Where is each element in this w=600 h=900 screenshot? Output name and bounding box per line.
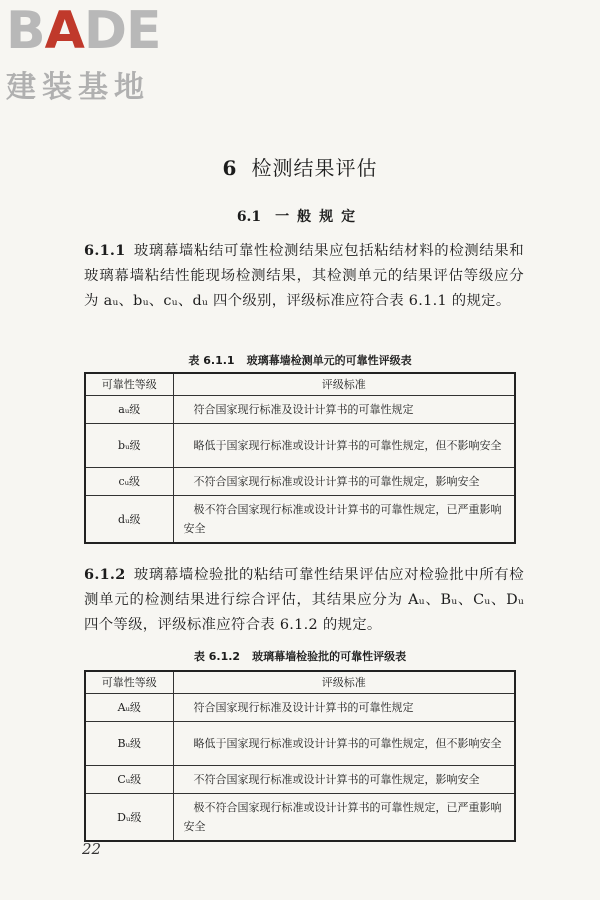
table-cell-level: Cᵤ级 (85, 765, 173, 793)
table-row (85, 793, 515, 841)
table-6-1-1 (84, 372, 516, 544)
table-row (85, 495, 515, 543)
table-caption-6-1-2 (0, 648, 600, 664)
section-heading: 一般规定 (275, 209, 364, 225)
table-cell-level: Bᵤ级 (85, 721, 173, 765)
clause-number: 6.1.2 (84, 566, 126, 583)
logo-letter-b: B (6, 1, 45, 61)
table-caption-title: 玻璃幕墙检验批的可靠性评级表 (252, 650, 407, 663)
clause-text: 玻璃幕墙检验批的粘结可靠性结果评估应对检验批中所有检测单元的检测结果进行综合评估，其结果应分为 Aᵤ、Bᵤ、Cᵤ、Dᵤ 四个等级，评级标准应符合表 6.1.2 的规定。 (84, 567, 524, 633)
table-cell-level: aᵤ级 (85, 395, 173, 423)
table-cell-level: bᵤ级 (85, 423, 173, 467)
section-number: 6.1 (236, 209, 262, 225)
table-cell-criteria: 不符合国家现行标准或设计计算书的可靠性规定，影响安全 (173, 765, 515, 793)
paragraph-6-1-2 (84, 562, 524, 638)
table-header-criteria: 评级标准 (173, 373, 515, 395)
table-cell-criteria: 极不符合国家现行标准或设计计算书的可靠性规定，已严重影响安全 (173, 793, 515, 841)
table-caption-6-1-1 (0, 352, 600, 368)
table-cell-criteria: 不符合国家现行标准或设计计算书的可靠性规定，影响安全 (173, 467, 515, 495)
logo-wordmark (6, 1, 161, 61)
table-header-row (85, 671, 515, 693)
logo-letters-de: DE (83, 1, 161, 61)
table-cell-criteria: 极不符合国家现行标准或设计计算书的可靠性规定，已严重影响安全 (173, 495, 515, 543)
table-row (85, 423, 515, 467)
logo-letter-a: A (44, 1, 84, 61)
logo-subtitle: 建装基地 (6, 70, 150, 105)
table-cell-level: dᵤ级 (85, 495, 173, 543)
paragraph-6-1-1 (84, 238, 524, 314)
table-row (85, 765, 515, 793)
table-cell-criteria: 符合国家现行标准及设计计算书的可靠性规定 (173, 395, 515, 423)
chapter-title (0, 152, 600, 181)
table-cell-level: Aᵤ级 (85, 693, 173, 721)
page-number: 22 (82, 840, 102, 858)
table-header-row (85, 373, 515, 395)
table-row (85, 467, 515, 495)
table-cell-criteria: 略低于国家现行标准或设计计算书的可靠性规定，但不影响安全 (173, 721, 515, 765)
clause-number: 6.1.1 (84, 242, 126, 259)
table-header-criteria: 评级标准 (173, 671, 515, 693)
table-caption-title: 玻璃幕墙检测单元的可靠性评级表 (246, 354, 412, 367)
table-header-level: 可靠性等级 (85, 373, 173, 395)
table-row (85, 721, 515, 765)
chapter-number: 6 (222, 156, 238, 180)
table-cell-criteria: 略低于国家现行标准或设计计算书的可靠性规定，但不影响安全 (173, 423, 515, 467)
table-caption-number: 表 6.1.1 (188, 354, 235, 367)
table-row (85, 693, 515, 721)
table-cell-level: Dᵤ级 (85, 793, 173, 841)
table-6-1-2 (84, 670, 516, 842)
chapter-heading: 检测结果评估 (251, 156, 378, 180)
table-caption-number: 表 6.1.2 (193, 650, 241, 663)
brand-logo (6, 1, 161, 106)
clause-text: 玻璃幕墙粘结可靠性检测结果应包括粘结材料的检测结果和玻璃幕墙粘结性能现场检测结果，其检测单元的结果评估等级应分为 aᵤ、bᵤ、cᵤ、dᵤ 四个级别，评级标准应符合表 6.1.1 的规定。 (84, 243, 524, 309)
table-header-level: 可靠性等级 (85, 671, 173, 693)
section-title (0, 206, 600, 226)
table-row (85, 395, 515, 423)
table-cell-criteria: 符合国家现行标准及设计计算书的可靠性规定 (173, 693, 515, 721)
table-cell-level: cᵤ级 (85, 467, 173, 495)
